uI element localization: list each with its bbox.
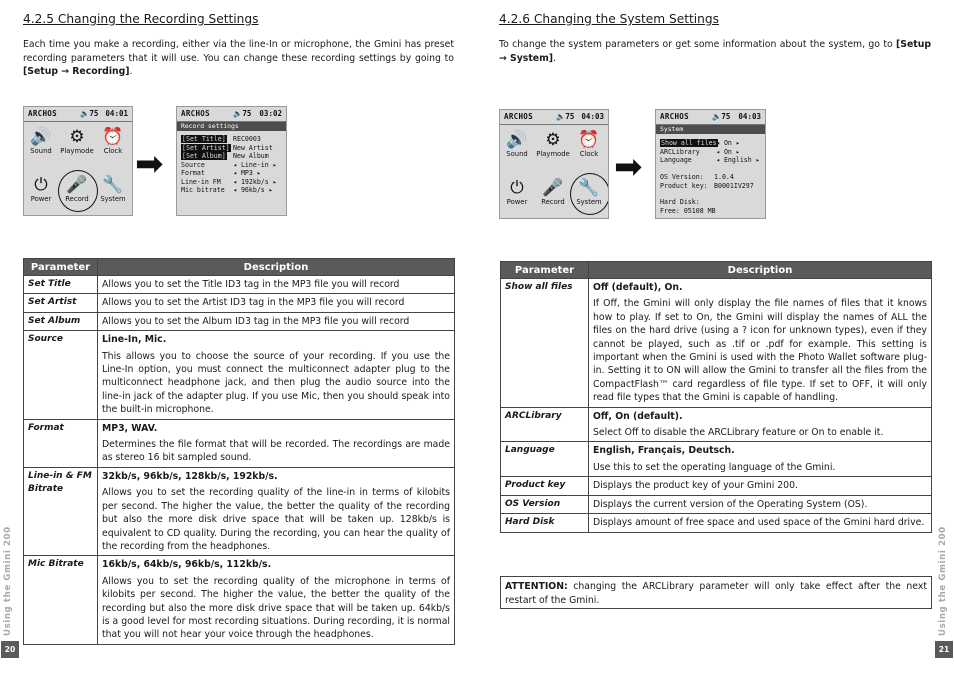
- system-icon: 🔧 System: [100, 175, 126, 203]
- right-page-heading: 4.2.6 Changing the System Settings: [499, 12, 719, 26]
- screen-subtitle: Record settings: [177, 122, 286, 131]
- left-record-settings-screen: ARCHOS 🔈75 03:02 Record settings [Set Title] REC0003 [Set Artist] New Artist [Set Album] New Album Source ◂ Line-in ▸ Format ◂ MP3 ▸ Line-in FM ◂ 192kb/s ▸ Mic bitrate ◂ 96kb/s ▸: [176, 106, 287, 216]
- power-icon: ⏻ Power: [506, 178, 528, 206]
- microphone-icon: 🎤 Record: [541, 178, 565, 206]
- power-icon: ⏻ Power: [30, 175, 52, 203]
- attention-note: ATTENTION: changing the ARCLibrary parameter will only take effect after the next restart of the Gmini.: [500, 576, 932, 609]
- table-row: Set Artist Allows you to set the Artist ID3 tag in the MP3 file you will record: [24, 294, 455, 312]
- table-header-row: Parameter Description: [501, 262, 932, 279]
- left-setup-menu-screen: ARCHOS 🔈75 04:01 🔊 Sound ⚙ Playmode ⏰ Clock ⏻ Power 🎤 Record 🔧 System: [23, 106, 133, 216]
- speaker-icon: 🔊 Sound: [506, 130, 528, 158]
- screen-subtitle: System: [656, 125, 765, 134]
- left-intro-paragraph: Each time you make a recording, either via the line-In or microphone, the Gmini has preset recording parameters that it will use. You can change these recording settings by going to [Setup → Recording].: [23, 39, 454, 78]
- table-row: Source Line-In, Mic. This allows you to choose the source of your recording. If you use the Line-In option, you must connect the multiconnect adapter plug to the multiconnect headphone jack, and then plug the audio source into the line-in jack of the adapter plug. If you use Mic, then you should speak into the built-in microphone.: [24, 331, 455, 419]
- table-row: Line-in & FM Bitrate 32kb/s, 96kb/s, 128kb/s, 192kb/s. Allows you to set the recording quality of the line-in in terms of kilobits per second. The higher the value, the better the quality of the recording but also the more disk drive space that will be taken up. 128kb/s is equivalent to CD quality. During the recording, you can hear the quality of the recording from the headphones.: [24, 467, 455, 555]
- right-system-settings-screen: ARCHOS 🔈75 04:03 System Show all files ◂ On ▸ ARCLibrary ◂ On ▸ Language ◂ English ▸ OS Version: 1.0.4 Product key: B0001IV297 Hard Disk: Free: 05108 MB: [655, 109, 766, 219]
- recording-parameters-table: [23, 258, 455, 645]
- left-side-label: Using the Gmini 200: [3, 526, 13, 636]
- table-row: OS Version Displays the current version of the Operating System (OS).: [501, 495, 932, 513]
- system-icon: 🔧 System: [576, 178, 602, 206]
- table-row: Hard Disk Displays amount of free space and used space of the Gmini hard drive.: [501, 514, 932, 532]
- table-row: Format MP3, WAV. Determines the file format that will be recorded. The recordings are made as stereo 16 bit sampled sound.: [24, 419, 455, 467]
- right-intro-paragraph: To change the system parameters or get some information about the system, go to [Setup → System].: [499, 39, 931, 64]
- speaker-icon: 🔊 Sound: [30, 127, 52, 155]
- table-header-row: Parameter Description: [24, 259, 455, 276]
- table-row: Set Album Allows you to set the Album ID3 tag in the MP3 file you will record: [24, 312, 455, 330]
- arrow-right-icon: ➡: [614, 147, 643, 187]
- table-row: Show all files Off (default), On. If Off, the Gmini will only display the file names of files that it knows how to play. If set to On, the Gmini will display the names of ALL the files on the hard drive (using a ? icon for unknown types), even if they cannot be played, such as .tif or .pdf for example. This setting is important when the Gmini is used with the Photo Wallet software plug-in. Setting it to ON will allow the Gmini to transfer all the files from the CompactFlash™ card regardless of file type. If set to OFF, it will only read file types that the Gmini is capable of handling.: [501, 279, 932, 408]
- table-row: Product key Displays the product key of your Gmini 200.: [501, 477, 932, 495]
- table-row: Set Title Allows you to set the Title ID3 tag in the MP3 file you will record: [24, 276, 455, 294]
- left-page-heading: 4.2.5 Changing the Recording Settings: [23, 12, 259, 26]
- clock-icon: ⏰ Clock: [578, 130, 600, 158]
- table-row: Mic Bitrate 16kb/s, 64kb/s, 96kb/s, 112kb/s. Allows you to set the recording quality of the microphone in terms of kilobits per second. The higher the value, the better the quality of the recording but also the more disk drive space that will be taken up. 64kb/s is a good level for most recording situations. During recording, it is normal that you will not hear your voice through the headphones.: [24, 556, 455, 644]
- arrow-right-icon: ➡: [135, 144, 164, 184]
- clock-icon: ⏰ Clock: [102, 127, 124, 155]
- left-page-number: 20: [1, 641, 19, 658]
- table-row: ARCLibrary Off, On (default). Select Off to disable the ARCLibrary feature or On to enable it.: [501, 407, 932, 442]
- table-row: Language English, Français, Deutsch. Use this to set the operating language of the Gmini.: [501, 442, 932, 477]
- right-setup-menu-screen: ARCHOS 🔈75 04:03 🔊 Sound ⚙ Playmode ⏰ Clock ⏻ Power 🎤 Record 🔧 System: [499, 109, 609, 219]
- right-side-label: Using the Gmini 200: [938, 526, 948, 636]
- microphone-icon: 🎤 Record: [65, 175, 89, 203]
- right-page-number: 21: [935, 641, 953, 658]
- playmode-icon: ⚙ Playmode: [60, 127, 94, 155]
- system-parameters-table: [500, 261, 932, 533]
- playmode-icon: ⚙ Playmode: [536, 130, 570, 158]
